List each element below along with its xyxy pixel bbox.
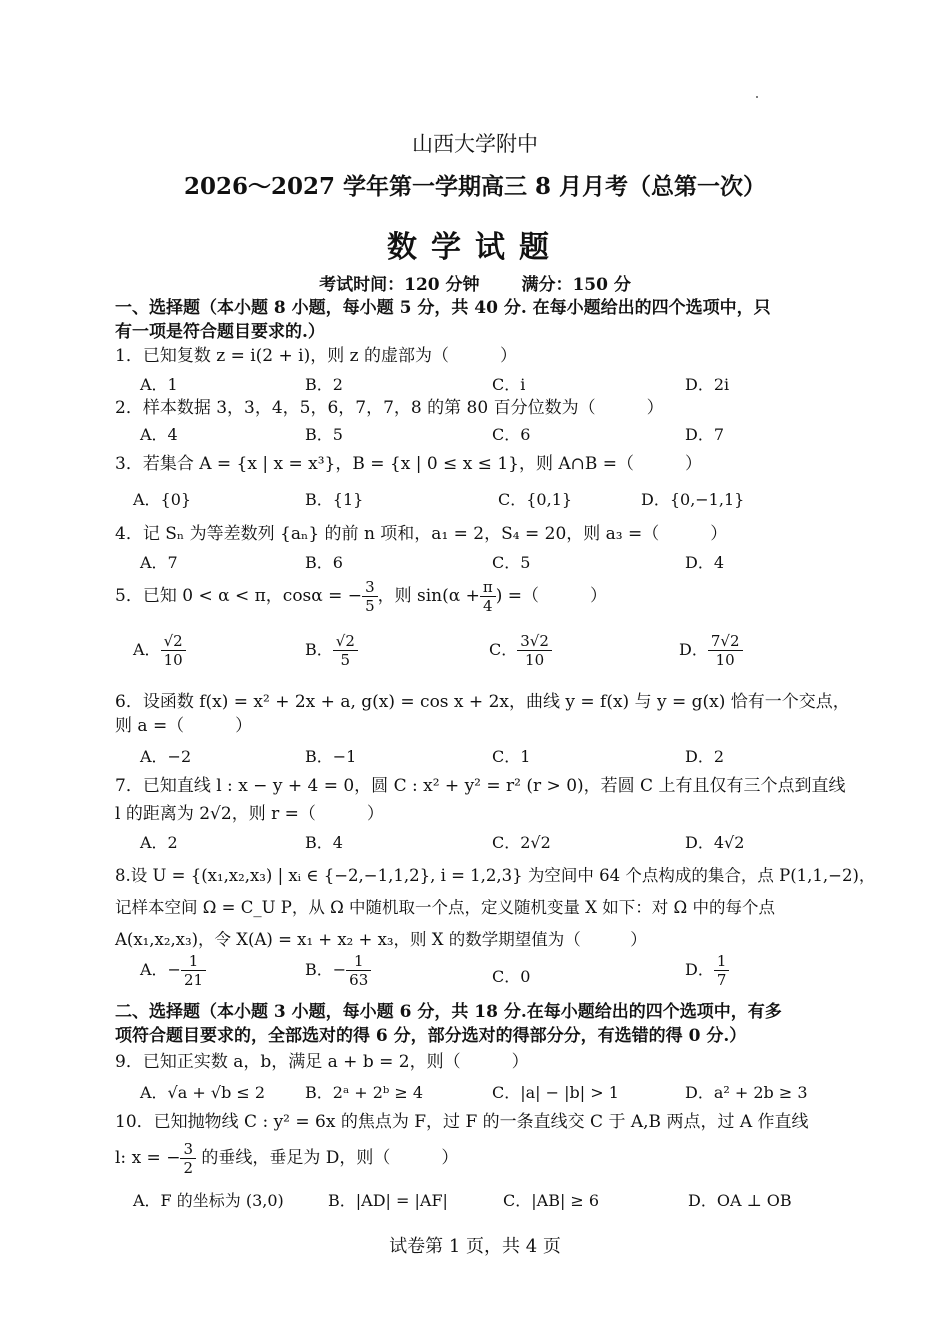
school-name: 山西大学附中	[412, 132, 538, 156]
q9-option-c: C．|a| − |b| > 1	[492, 1083, 619, 1102]
q10-stem-post: 的垂线，垂足为 D，则（ ）	[196, 1148, 459, 1168]
q9-option-b: B．2ᵃ + 2ᵇ ≥ 4	[305, 1083, 424, 1102]
q7-option-b: B．4	[305, 833, 343, 852]
q3-stem: 3．若集合 A = {x | x = x³}，B = {x | 0 ≤ x ≤ 1}，则 A∩B =（ ）	[115, 454, 703, 474]
q5-d-den: 10	[715, 651, 735, 669]
q5-frac2-den: 4	[483, 597, 493, 615]
q6-stem	[115, 690, 850, 738]
q8-d-num: 1	[714, 952, 730, 971]
q8-a-frac	[181, 952, 206, 989]
q10-fraction	[180, 1140, 196, 1177]
q7-stem-line2: l 的距离为 2√2，则 r =（ ）	[115, 804, 384, 824]
q5-c-label: C．	[489, 640, 518, 659]
q10-option-a: A．F 的坐标为 (3,0)	[133, 1191, 284, 1210]
exam-term-title: 2026～2027 学年第一学期高三 8 月月考（总第一次）	[183, 173, 767, 200]
q8-stem-line3: A(x₁,x₂,x₃)，令 X(A) = x₁ + x₂ + x₃，则 X 的数学期望值为（ ）	[115, 930, 647, 949]
q8-b-frac	[346, 952, 371, 989]
subject-title: 数学试题	[387, 230, 563, 265]
q5-stem-mid: ，则 sin(α +	[377, 586, 480, 606]
q5-option-b	[305, 632, 358, 669]
q5-b-num: √2	[333, 632, 358, 651]
q9-stem: 9．已知正实数 a，b，满足 a + b = 2，则（ ）	[115, 1052, 529, 1072]
q10-stem-line1: 10．已知抛物线 C : y² = 6x 的焦点为 F，过 F 的一条直线交 C 于 A,B 两点，过 A 作直线	[115, 1112, 809, 1132]
exam-score: 满分：150 分	[521, 275, 631, 295]
q5-option-d	[679, 632, 743, 669]
q1-option-b: B．2	[305, 375, 343, 394]
section2-title-line1: 二、选择题（本小题 3 小题，每小题 6 分，共 18 分.在每小题给出的四个选项中，有多	[115, 1002, 782, 1022]
q2-option-d: D．7	[685, 425, 725, 444]
q8-option-a	[140, 952, 206, 989]
q5-d-label: D．	[679, 640, 708, 659]
q8-stem-line1: 8.设 U = {(x₁,x₂,x₃) | xᵢ ∈ {−2,−1,1,2}, i = 1,2,3} 为空间中 64 个点构成的集合，点 P(1,1,−2)，	[115, 866, 876, 885]
q5-c-num: 3√2	[517, 632, 552, 651]
q2-stem: 2．样本数据 3，3，4，5，6，7，7，8 的第 80 百分位数为（ ）	[115, 398, 664, 418]
q8-a-den: 21	[183, 971, 204, 989]
exam-time: 考试时间：120 分钟	[319, 275, 480, 295]
q7-stem-line1: 7．已知直线 l : x − y + 4 = 0，圆 C : x² + y² = r² (r > 0)，若圆 C 上有且仅有三个点到直线	[115, 776, 846, 796]
q1-option-a: A．1	[140, 375, 178, 394]
q7-option-a: A．2	[140, 833, 178, 852]
q1-option-d: D．2i	[685, 375, 730, 394]
q6-stem-line1: 6．设函数 f(x) = x² + 2x + a, g(x) = cos x + 2x，曲线 y = f(x) 与 y = g(x) 恰有一个交点，	[115, 692, 850, 712]
q5-b-den: 5	[340, 651, 351, 669]
q6-option-a: A．−2	[140, 747, 192, 766]
page-footer: 试卷第 1 页，共 4 页	[389, 1236, 561, 1257]
q5-option-c	[489, 632, 552, 669]
q8-option-c: C．0	[492, 967, 531, 986]
section1-title-line1: 一、选择题（本小题 8 小题，每小题 5 分，共 40 分. 在每小题给出的四个选项中，只	[115, 298, 771, 318]
q10-option-c: C．|AB| ≥ 6	[503, 1191, 600, 1210]
q5-fraction-angle	[480, 578, 496, 615]
q10-stem-pre: l: x = −	[115, 1148, 181, 1168]
q3-option-b: B．{1}	[305, 490, 364, 509]
q9-option-d: D．a² + 2b ≥ 3	[685, 1083, 808, 1102]
q7-option-d: D．4√2	[685, 833, 745, 852]
q6-option-c: C．1	[492, 747, 531, 766]
q5-a-frac	[161, 632, 186, 669]
section2-title	[115, 1000, 845, 1048]
q4-option-c: C．5	[492, 553, 531, 572]
q8-stem-line2: 记样本空间 Ω = C_U P，从 Ω 中随机取一个点，定义随机变量 X 如下：对 Ω 中的每个点	[115, 898, 775, 917]
q5-stem-pre: 5．已知 0 < α < π，cosα = −	[115, 586, 363, 606]
q1-stem: 1．已知复数 z = i(2 + i)，则 z 的虚部为（ ）	[115, 346, 517, 366]
q5-c-den: 10	[525, 651, 545, 669]
q4-option-b: B．6	[305, 553, 343, 572]
q5-frac1-den: 5	[365, 597, 375, 615]
scan-speck	[756, 96, 758, 98]
q8-option-b	[305, 952, 371, 989]
q5-stem-post: ) =（ ）	[495, 586, 608, 606]
q5-frac1-num: 3	[362, 578, 378, 597]
q10-stem-line2	[115, 1140, 845, 1177]
q8-b-num: 1	[346, 952, 371, 971]
q3-option-d: D．{0,−1,1}	[641, 490, 745, 509]
q10-option-d: D．OA ⊥ OB	[688, 1191, 792, 1210]
q5-c-frac	[517, 632, 552, 669]
section1-title-line2: 有一项是符合题目要求的.）	[115, 322, 325, 342]
exam-meta	[0, 270, 950, 295]
q5-d-frac	[708, 632, 743, 669]
q9-option-a: A．√a + √b ≤ 2	[140, 1083, 266, 1102]
q5-a-den: 10	[163, 651, 183, 669]
q1-option-c: C．i	[492, 375, 526, 394]
q2-option-c: C．6	[492, 425, 531, 444]
q8-d-den: 7	[716, 971, 727, 989]
q7-option-c: C．2√2	[492, 833, 551, 852]
q7-stem	[115, 772, 845, 828]
q4-option-a: A．7	[140, 553, 178, 572]
q10-option-b: B．|AD| = |AF|	[328, 1191, 448, 1210]
section1-title	[115, 296, 845, 344]
q3-option-c: C．{0,1}	[498, 490, 573, 509]
q8-b-den: 63	[349, 971, 369, 989]
q6-stem-line2: 则 a =（ ）	[115, 716, 253, 736]
q8-a-label: A．−	[140, 960, 181, 979]
q5-stem	[115, 578, 845, 615]
q5-option-a	[133, 632, 186, 669]
q10-frac-den: 2	[183, 1159, 193, 1177]
q8-d-label: D．	[685, 960, 714, 979]
q8-d-frac	[714, 952, 730, 989]
q2-option-a: A．4	[140, 425, 178, 444]
q2-option-b: B．5	[305, 425, 343, 444]
q5-b-label: B．	[305, 640, 333, 659]
section2-title-line2: 项符合题目要求的，全部选对的得 6 分，部分选对的得部分分，有选错的得 0 分.）	[115, 1026, 747, 1046]
q5-d-num: 7√2	[708, 632, 743, 651]
q6-option-b: B．−1	[305, 747, 357, 766]
q4-option-d: D．4	[685, 553, 725, 572]
q4-stem: 4．记 Sₙ 为等差数列 {aₙ} 的前 n 项和，a₁ = 2，S₄ = 20，则 a₃ =（ ）	[115, 524, 728, 544]
q6-option-d: D．2	[685, 747, 725, 766]
q5-a-label: A．	[133, 640, 161, 659]
q8-option-d	[685, 952, 729, 989]
q3-option-a: A．{0}	[133, 490, 192, 509]
q5-b-frac	[333, 632, 358, 669]
q10-frac-num: 3	[180, 1140, 196, 1159]
q8-a-num: 1	[181, 952, 206, 971]
q8-stem	[115, 860, 876, 956]
q5-frac2-num: π	[480, 578, 496, 597]
q8-b-label: B．−	[305, 960, 347, 979]
q5-fraction-cos	[362, 578, 378, 615]
q5-a-num: √2	[161, 632, 186, 651]
